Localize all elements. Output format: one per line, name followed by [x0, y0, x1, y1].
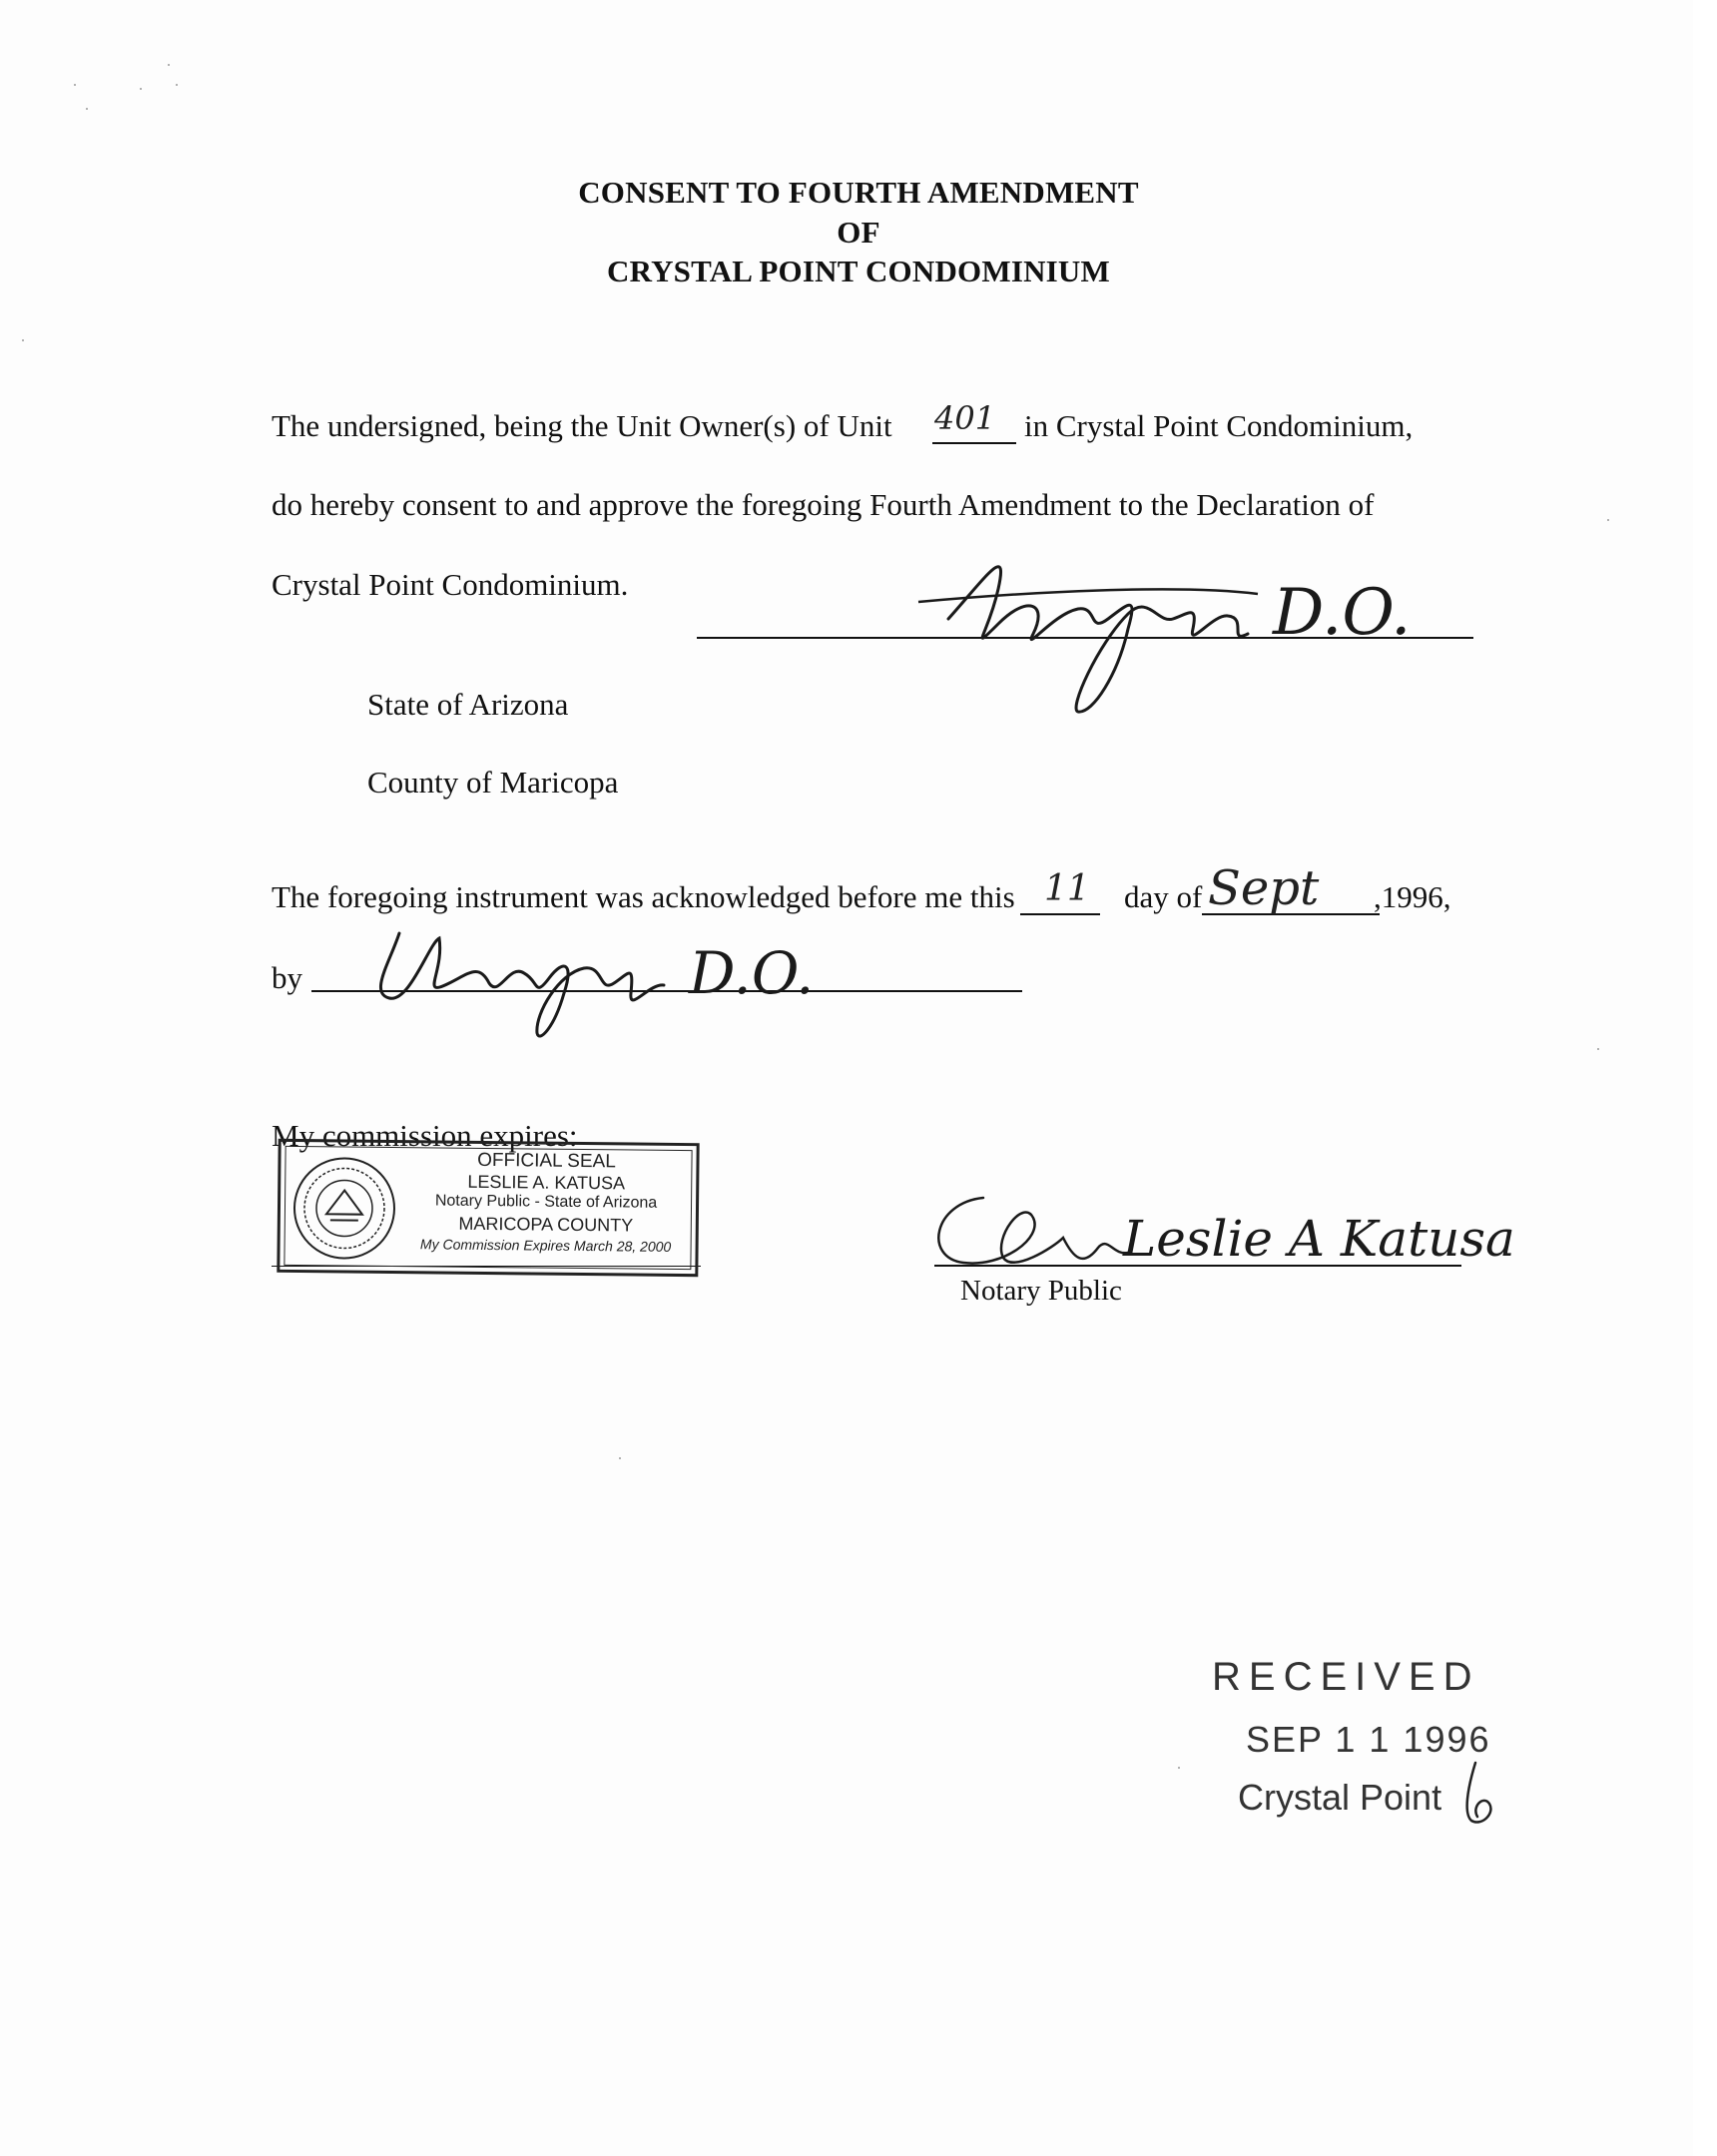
acknowledgment-prefix: The foregoing instrument was acknowledged before me this — [272, 879, 1015, 914]
acknowledgment-day-of: day of — [1124, 879, 1203, 914]
notary-public-label: Notary Public — [960, 1275, 1122, 1307]
seal-title: OFFICIAL SEAL — [477, 1149, 616, 1173]
day-handwritten: 11 — [1044, 868, 1090, 909]
unit-number-handwritten: 401 — [934, 399, 996, 437]
svg-text:D.O.: D.O. — [689, 939, 815, 1007]
venue-county: County of Maricopa — [367, 765, 619, 800]
venue-state: State of Arizona — [367, 687, 569, 722]
seal-county: MARICOPA COUNTY — [458, 1213, 634, 1236]
acknowledgment-year: ,1996, — [1374, 879, 1451, 914]
document-title-line1: CONSENT TO FOURTH AMENDMENT — [578, 175, 1139, 210]
consent-line3: Crystal Point Condominium. — [272, 567, 629, 602]
seal-notary-state: Notary Public - State of Arizona — [434, 1192, 658, 1212]
notary-signature — [923, 1178, 1515, 1288]
consent-line1-suffix: in Crystal Point Condominium, — [1024, 408, 1414, 443]
document-title-line2: OF — [837, 215, 880, 250]
consent-line1-prefix: The undersigned, being the Unit Owner(s) of Unit — [272, 408, 892, 443]
state-seal-icon — [289, 1154, 398, 1263]
unit-number-underline — [932, 442, 1016, 444]
document-title-line3: CRYSTAL POINT CONDOMINIUM — [607, 254, 1110, 288]
month-handwritten: Sept — [1208, 860, 1320, 916]
received-stamp-title: RECEIVED — [1212, 1655, 1480, 1699]
svg-text:Leslie A Katusa: Leslie A Katusa — [1123, 1210, 1515, 1268]
received-initials-mark — [1461, 1759, 1503, 1829]
consent-line2: do hereby consent to and approve the foregoing Fourth Amendment to the Declaration of — [272, 487, 1375, 522]
commission-expires-label: My commission expires: — [272, 1118, 578, 1153]
seal-notary-name: LESLIE A. KATUSA — [467, 1171, 626, 1194]
seal-commission-expiry: My Commission Expires March 28, 2000 — [419, 1236, 672, 1255]
acknowledgment-by-label: by — [272, 960, 302, 995]
official-seal-stamp — [277, 1139, 699, 1277]
by-signature — [359, 903, 918, 1043]
day-underline — [1020, 913, 1100, 915]
received-stamp-location: Crystal Point — [1238, 1777, 1442, 1818]
owner-signature — [928, 534, 1447, 724]
svg-text:D.O.: D.O. — [1273, 576, 1412, 650]
received-stamp-date: SEP 1 1 1996 — [1246, 1719, 1491, 1760]
